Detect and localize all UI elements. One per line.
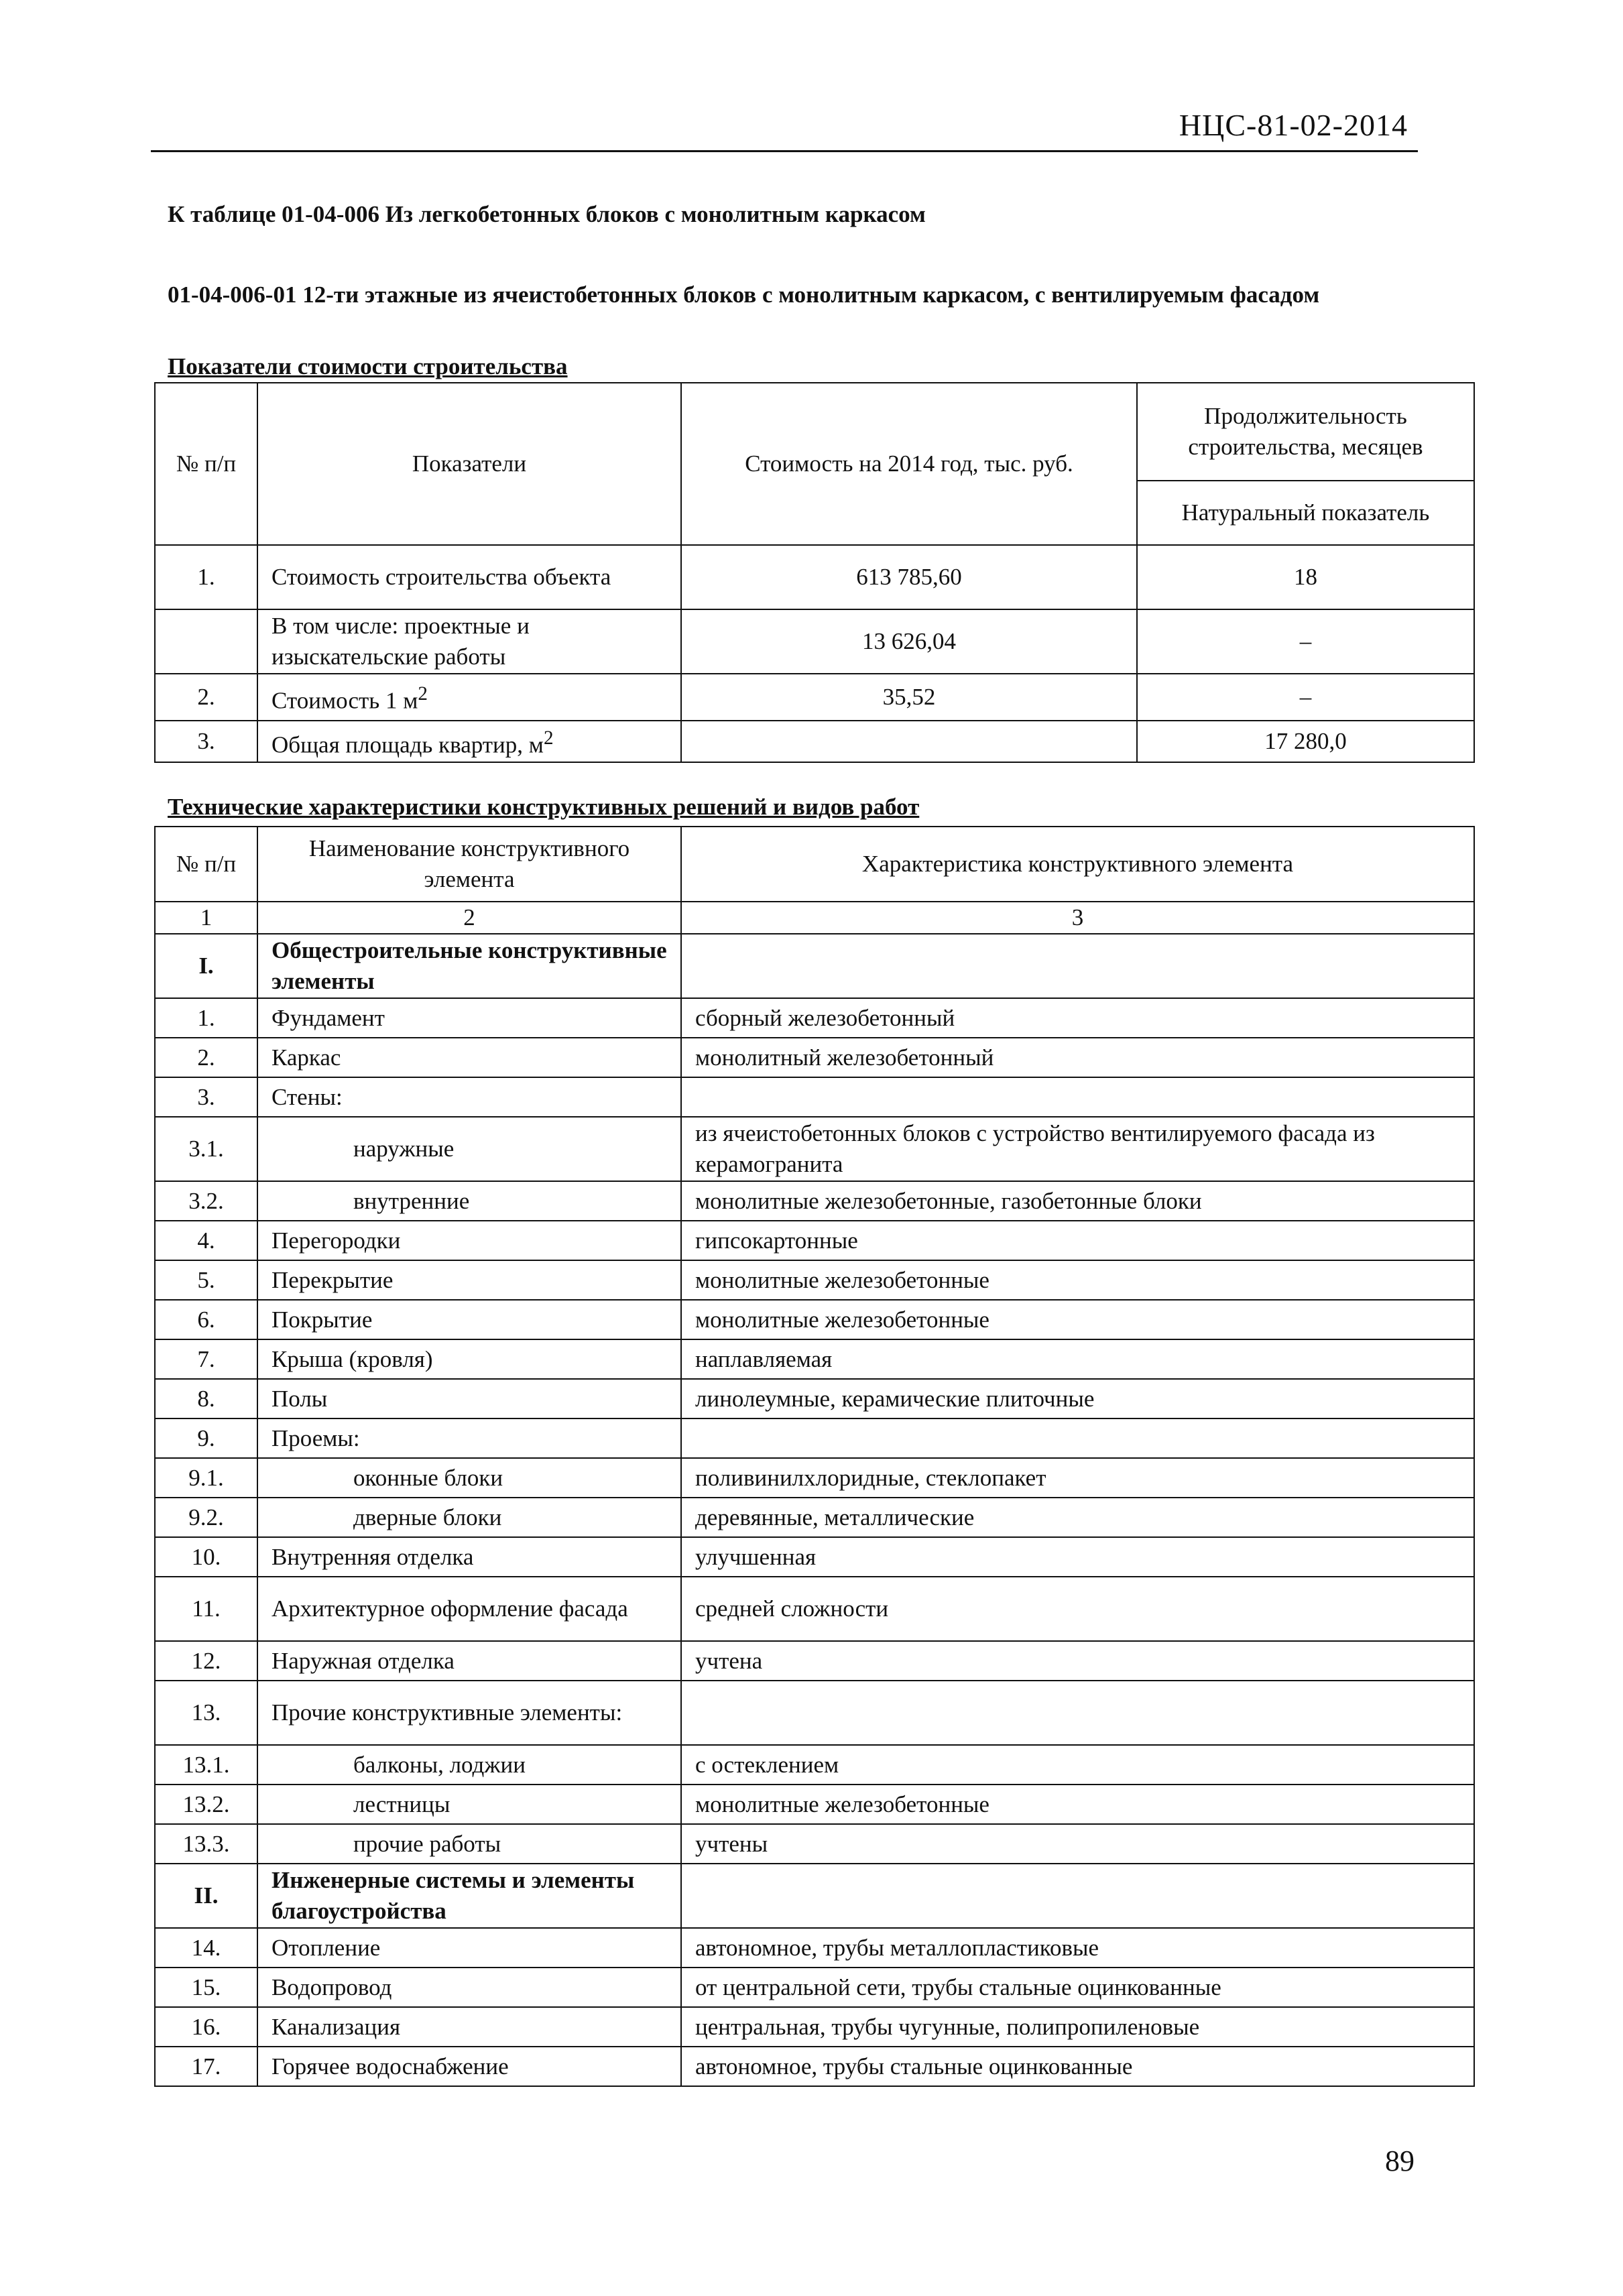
tech-row-desc: с остеклением (681, 1745, 1474, 1785)
tech-row-num: II. (155, 1864, 257, 1928)
tech-row-desc: поливинилхлоридные, стеклопакет (681, 1458, 1474, 1498)
section-heading: 01-04-006-01 12-ти этажные из ячеистобетонных блоков с монолитным каркасом, с вентилируемым фасадом (168, 282, 1320, 308)
tech-row-num: 1. (155, 998, 257, 1038)
cost-header-natural: Натуральный показатель (1137, 481, 1474, 545)
tech-row-name: Прочие конструктивные элементы: (257, 1681, 681, 1745)
tech-row (155, 998, 1474, 1038)
tech-row-desc (681, 1418, 1474, 1458)
tech-row-num: 13.3. (155, 1824, 257, 1864)
cost-row-value: – (1137, 674, 1474, 721)
tech-header-num: № п/п (155, 827, 257, 902)
cost-header-cost: Стоимость на 2014 год, тыс. руб. (681, 383, 1137, 545)
technical-characteristics-table (154, 826, 1475, 2087)
tech-row-num: 3. (155, 1077, 257, 1117)
tech-row-num: 13.2. (155, 1785, 257, 1824)
tech-row-desc: монолитные железобетонные, газобетонные блоки (681, 1181, 1474, 1221)
cost-row-cost (681, 721, 1137, 762)
cost-indicators-table (154, 382, 1475, 763)
cost-row-value: – (1137, 609, 1474, 674)
cost-row-name: В том числе: проектные и изыскательские работы (257, 609, 681, 674)
cost-header-indicator: Показатели (257, 383, 681, 545)
tech-row-desc: из ячеистобетонных блоков с устройство вентилируемого фасада из керамогранита (681, 1117, 1474, 1181)
tech-section-row (155, 1864, 1474, 1928)
tech-row-desc: улучшенная (681, 1537, 1474, 1577)
tech-header-characteristic: Характеристика конструктивного элемента (681, 827, 1474, 902)
page-number: 89 (1385, 2144, 1415, 2177)
tech-row-name: Стены: (257, 1077, 681, 1117)
cost-row-name-cell (257, 721, 681, 762)
tech-row-num: 13.1. (155, 1745, 257, 1785)
tech-row-num: 10. (155, 1537, 257, 1577)
tech-row (155, 1038, 1474, 1077)
cost-row-num: 1. (155, 545, 257, 609)
tech-row-desc (681, 934, 1474, 998)
table-reference-heading: К таблице 01-04-006 Из легкобетонных блоков с монолитным каркасом (168, 201, 926, 227)
tech-row (155, 1498, 1474, 1537)
tech-row-desc: от центральной сети, трубы стальные оцинкованные (681, 1968, 1474, 2007)
tech-row-num: 11. (155, 1577, 257, 1641)
tech-row-name: прочие работы (257, 1824, 681, 1864)
tech-row-desc: средней сложности (681, 1577, 1474, 1641)
tech-row (155, 1458, 1474, 1498)
tech-row-desc (681, 1681, 1474, 1745)
tech-row-desc (681, 1864, 1474, 1928)
tech-row-num: 7. (155, 1339, 257, 1379)
tech-row (155, 1824, 1474, 1864)
tech-row-name: Перегородки (257, 1221, 681, 1260)
tech-row-num: 6. (155, 1300, 257, 1339)
tech-row-desc: учтены (681, 1824, 1474, 1864)
tech-row-desc: автономное, трубы стальные оцинкованные (681, 2047, 1474, 2086)
tech-section-row (155, 934, 1474, 998)
tech-row-name: лестницы (257, 1785, 681, 1824)
column-number: 1 (155, 902, 257, 934)
superscript-unit: 2 (418, 682, 428, 705)
cost-row (155, 545, 1474, 609)
tech-row-num: 16. (155, 2007, 257, 2047)
tech-row-name: внутренние (257, 1181, 681, 1221)
cost-header-num: № п/п (155, 383, 257, 545)
tech-row (155, 2007, 1474, 2047)
tech-row (155, 1300, 1474, 1339)
cost-row-num: 2. (155, 674, 257, 721)
tech-row-desc: монолитные железобетонные (681, 1785, 1474, 1824)
tech-row (155, 1928, 1474, 1968)
tech-row-desc: монолитный железобетонный (681, 1038, 1474, 1077)
tech-row-name: Крыша (кровля) (257, 1339, 681, 1379)
tech-row-name: оконные блоки (257, 1458, 681, 1498)
cost-row (155, 721, 1474, 762)
tech-row-num: 9.2. (155, 1498, 257, 1537)
tech-row (155, 1968, 1474, 2007)
tech-row-desc (681, 1077, 1474, 1117)
tech-row-name: Каркас (257, 1038, 681, 1077)
tech-row-num: 9.1. (155, 1458, 257, 1498)
tech-row-desc: монолитные железобетонные (681, 1260, 1474, 1300)
tech-row (155, 1339, 1474, 1379)
tech-row (155, 2047, 1474, 2086)
column-number: 3 (681, 902, 1474, 934)
tech-row (155, 1785, 1474, 1824)
cost-row-value: 17 280,0 (1137, 721, 1474, 762)
tech-row-desc: монолитные железобетонные (681, 1300, 1474, 1339)
tech-row-name: Водопровод (257, 1968, 681, 2007)
tech-row-desc: наплавляемая (681, 1339, 1474, 1379)
tech-row-num: 8. (155, 1379, 257, 1418)
cost-row (155, 674, 1474, 721)
tech-row-num: 12. (155, 1641, 257, 1681)
tech-row (155, 1260, 1474, 1300)
tech-row-desc: учтена (681, 1641, 1474, 1681)
tech-row-name: балконы, лоджии (257, 1745, 681, 1785)
tech-header-element: Наименование конструктивного элемента (257, 827, 681, 902)
tech-row-name: Перекрытие (257, 1260, 681, 1300)
header-rule (151, 150, 1418, 152)
document-code: НЦС-81-02-2014 (1179, 108, 1408, 142)
cost-row-cost: 13 626,04 (681, 609, 1137, 674)
tech-row (155, 1681, 1474, 1745)
tech-row (155, 1418, 1474, 1458)
tech-column-numbers-row (155, 902, 1474, 934)
tech-row-num: 4. (155, 1221, 257, 1260)
tech-row-num: 2. (155, 1038, 257, 1077)
cost-row-name: Стоимость 1 м (272, 687, 418, 714)
tech-row-name: Отопление (257, 1928, 681, 1968)
tech-row-desc: гипсокартонные (681, 1221, 1474, 1260)
tech-row-num: 13. (155, 1681, 257, 1745)
tech-row (155, 1077, 1474, 1117)
cost-row-cost: 613 785,60 (681, 545, 1137, 609)
tech-row-name: Инженерные системы и элементы благоустройства (257, 1864, 681, 1928)
tech-row-name: Проемы: (257, 1418, 681, 1458)
tech-row-name: наружные (257, 1117, 681, 1181)
tech-row-name: Полы (257, 1379, 681, 1418)
tech-row-name: Общестроительные конструктивные элементы (257, 934, 681, 998)
tech-row-num: 5. (155, 1260, 257, 1300)
cost-row-name: Общая площадь квартир, м (272, 731, 544, 758)
tech-row-desc: сборный железобетонный (681, 998, 1474, 1038)
tech-row (155, 1641, 1474, 1681)
tech-row-desc: линолеумные, керамические плиточные (681, 1379, 1474, 1418)
tech-row (155, 1181, 1474, 1221)
tech-row-name: Архитектурное оформление фасада (257, 1577, 681, 1641)
tech-row-name: Внутренняя отделка (257, 1537, 681, 1577)
tech-row-num: 17. (155, 2047, 257, 2086)
tech-row-num: 3.2. (155, 1181, 257, 1221)
cost-row-num: 3. (155, 721, 257, 762)
tech-row (155, 1745, 1474, 1785)
tech-row-num: 15. (155, 1968, 257, 2007)
tech-row-name: Горячее водоснабжение (257, 2047, 681, 2086)
tech-row-num: 3.1. (155, 1117, 257, 1181)
tech-header-row (155, 827, 1474, 902)
technical-characteristics-title: Технические характеристики конструктивных решений и видов работ (168, 794, 920, 820)
tech-row-desc: автономное, трубы металлопластиковые (681, 1928, 1474, 1968)
cost-row (155, 609, 1474, 674)
tech-row-num: 14. (155, 1928, 257, 1968)
tech-row (155, 1379, 1474, 1418)
tech-row (155, 1117, 1474, 1181)
cost-row-name-cell (257, 674, 681, 721)
cost-header-duration: Продолжительность строительства, месяцев (1137, 383, 1474, 481)
tech-row-desc: деревянные, металлические (681, 1498, 1474, 1537)
tech-row-name: Фундамент (257, 998, 681, 1038)
tech-row-desc: центральная, трубы чугунные, полипропиленовые (681, 2007, 1474, 2047)
tech-row-name: дверные блоки (257, 1498, 681, 1537)
cost-row-value: 18 (1137, 545, 1474, 609)
tech-row-num: I. (155, 934, 257, 998)
cost-row-num (155, 609, 257, 674)
tech-row-name: Канализация (257, 2007, 681, 2047)
tech-row (155, 1221, 1474, 1260)
tech-row-num: 9. (155, 1418, 257, 1458)
tech-row-name: Покрытие (257, 1300, 681, 1339)
cost-indicators-title: Показатели стоимости строительства (168, 353, 568, 379)
superscript-unit: 2 (543, 727, 554, 749)
tech-row (155, 1537, 1474, 1577)
tech-row-name: Наружная отделка (257, 1641, 681, 1681)
cost-row-name: Стоимость строительства объекта (257, 545, 681, 609)
cost-row-cost: 35,52 (681, 674, 1137, 721)
cost-header-row (155, 383, 1474, 481)
column-number: 2 (257, 902, 681, 934)
tech-row (155, 1577, 1474, 1641)
